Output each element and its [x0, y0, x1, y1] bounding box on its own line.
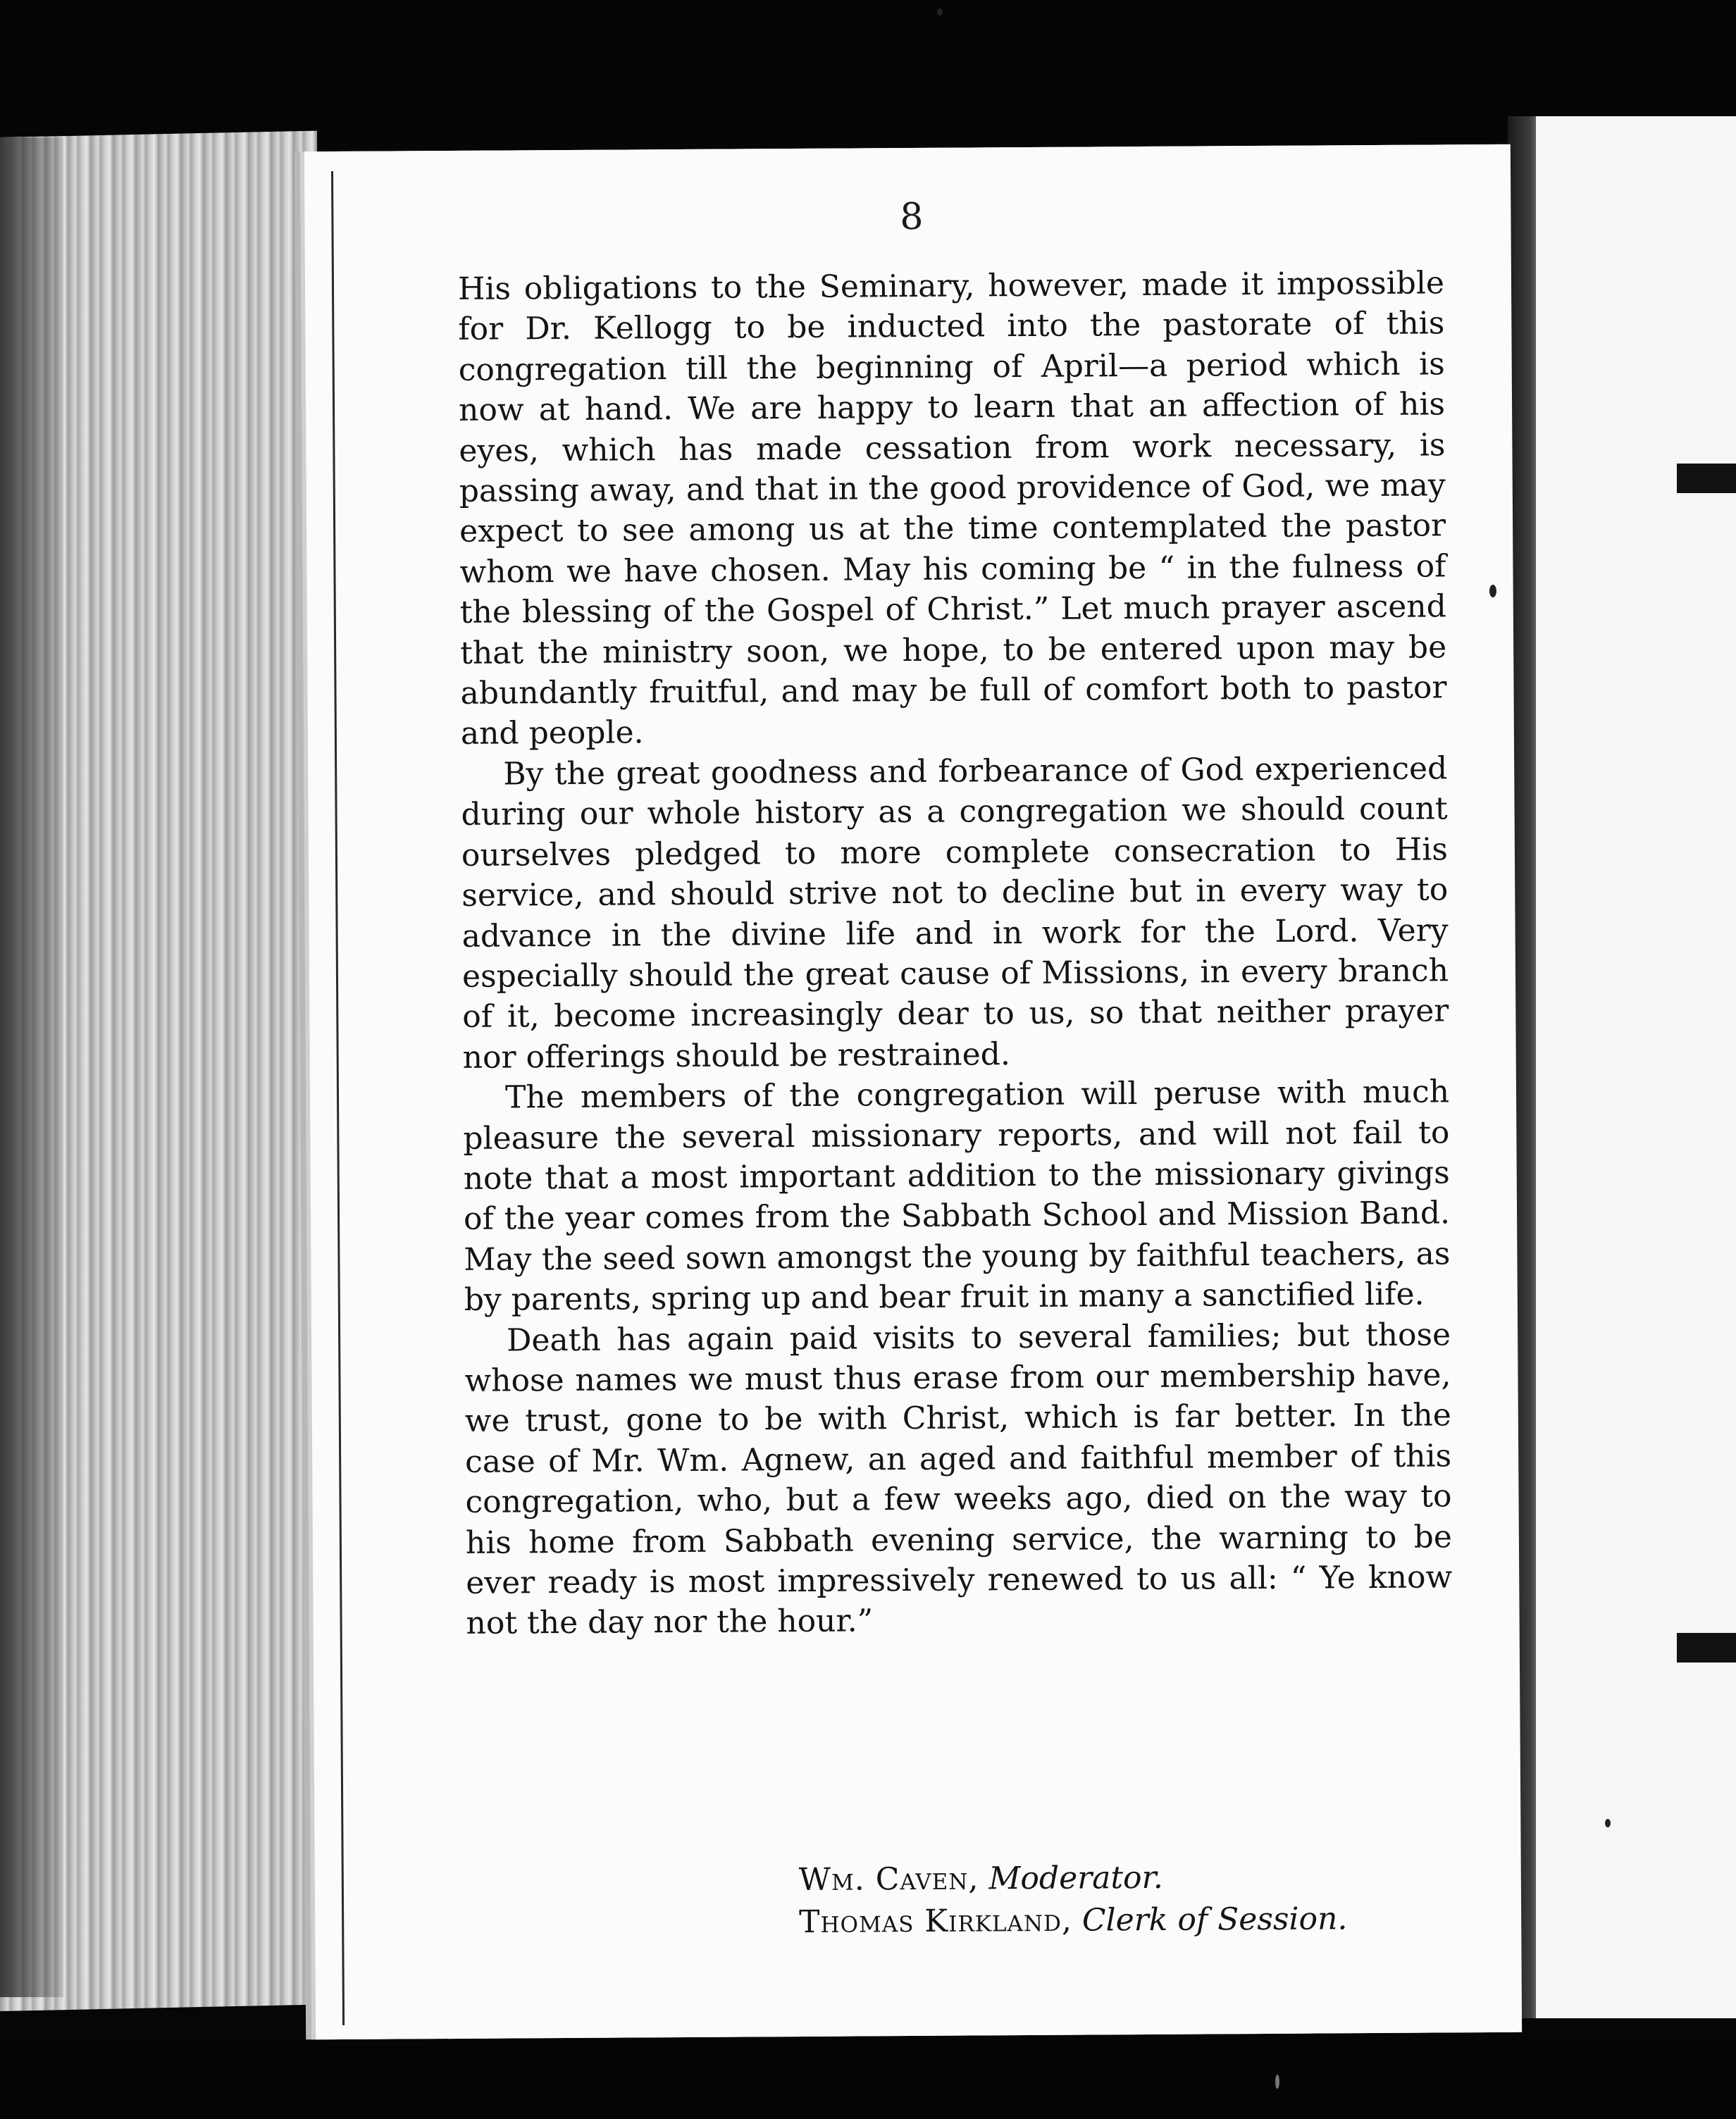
page-body	[331, 164, 1501, 2025]
paragraph: By the great goodness and forbearance of God experienced during our whole history as a congregation we should count ourselves pledged to more complete consecration to His service, and should strive not to decline but in every way to advance in the divine life and in work for the Lord. Very especially should the great cause of Missions, in every branch of it, become increasingly dear to us, so that neither prayer nor offerings should be restrained.	[461, 750, 1449, 1076]
dust-speck	[1489, 585, 1496, 597]
facing-page-mark-lower	[1677, 1633, 1736, 1663]
page-edges-shadow	[0, 137, 63, 1997]
book-page	[304, 144, 1522, 2039]
page-number: 8	[900, 195, 924, 239]
dust-speck	[937, 8, 943, 15]
signature-block	[468, 1855, 1455, 1946]
signer-role: Moderator.	[988, 1859, 1163, 1897]
paragraph: Death has again paid visits to several families; but those whose names we must thus erase from our membership have, we trust, gone to be with Christ, which is far better. In the case of Mr. Wm. Agnew, an aged and faithful member of this congregation, who, but a few weeks ago, died on the way to his home from Sabbath evening service, the warning to be ever ready is most impressively renewed to us all: “ Ye know not the day nor the hour.”	[464, 1316, 1453, 1642]
dust-speck	[1275, 2075, 1279, 2089]
facing-page	[1536, 116, 1736, 2018]
signer-role: Clerk of Session.	[1081, 1901, 1348, 1939]
paragraph: The members of the congregation will peruse with much pleasure the several missionary reports, and will not fail to note that a most important addition to the missionary givings of the year comes from the Sabbath School and Mission Band. May the seed sown amongst the young by faithful teachers, as by parents, spring up and bear fruit in many a sanctified life.	[463, 1074, 1451, 1319]
body-text	[458, 263, 1453, 1643]
signer-name: Thomas Kirkland,	[799, 1902, 1073, 1941]
signature-clerk	[468, 1897, 1454, 1946]
signer-name: Wm. Caven,	[798, 1860, 979, 1899]
signature-moderator	[468, 1855, 1454, 1903]
dust-speck	[1605, 1819, 1611, 1827]
paragraph: His obligations to the Seminary, however, made it impossible for Dr. Kellogg to be inducted into the pastorate of this congregation till the beginning of April—a period which is now at hand. We are happy to learn that an affection of his eyes, which has made cessation from work necessary, is passing away, and that in the good providence of God, we may expect to see among us at the time contemplated the pastor whom we have chosen. May his coming be “ in the fulness of the blessing of the Gospel of Christ.” Let much prayer ascend that the ministry soon, we hope, to be entered upon may be abundantly fruitful, and may be full of comfort both to pastor and people.	[457, 265, 1447, 752]
bottom-background	[0, 2046, 1736, 2119]
facing-page-mark-upper	[1677, 464, 1736, 493]
top-background	[0, 0, 1736, 141]
